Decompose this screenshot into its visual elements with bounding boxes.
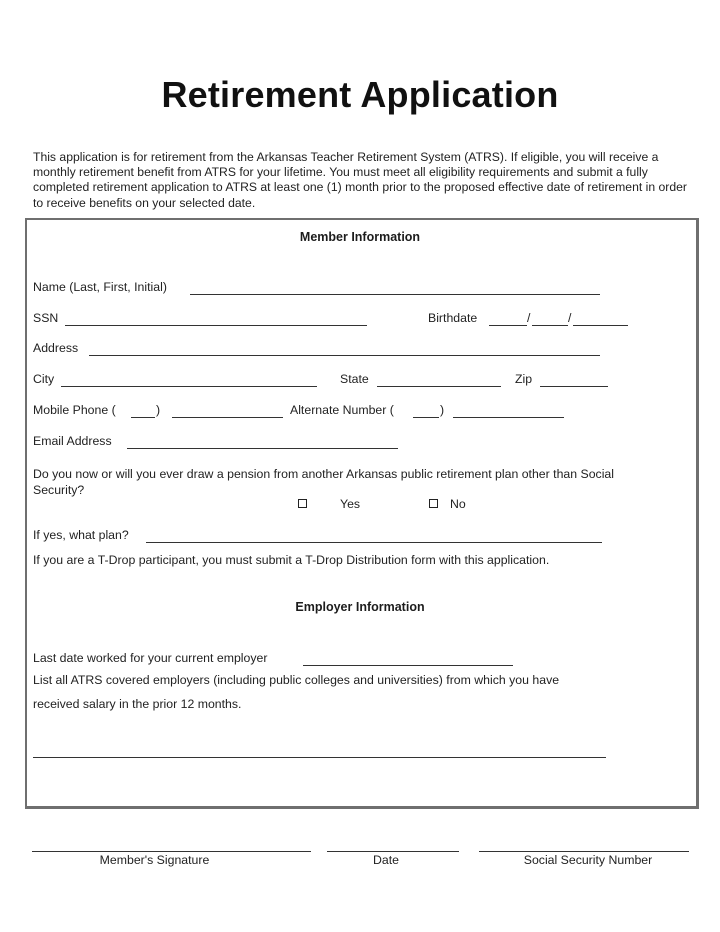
zip-label: Zip — [515, 372, 533, 386]
pension-question: Do you now or will you ever draw a pension from another Arkansas public retirement plan other than Social Security? — [33, 467, 614, 497]
name-field[interactable] — [190, 294, 600, 295]
last-date-field[interactable] — [303, 665, 513, 666]
birthdate-separator: / — [527, 311, 531, 325]
ssn-label: SSN — [33, 311, 59, 325]
ssn-signature-label: Social Security Number — [523, 853, 653, 867]
alternate-number-field[interactable] — [453, 417, 564, 418]
mobile-phone-label: Mobile Phone ( — [33, 403, 116, 417]
address-field[interactable] — [89, 355, 600, 356]
signature-field[interactable] — [32, 851, 311, 852]
alternate-number-paren: ) — [440, 403, 445, 417]
city-field[interactable] — [61, 386, 317, 387]
yes-label: Yes — [340, 497, 361, 511]
mobile-phone-area-code-field[interactable] — [131, 417, 155, 418]
ssn-signature-field[interactable] — [479, 851, 689, 852]
tdrop-note: If you are a T-Drop participant, you must submit a T-Drop Distribution form with this application. — [33, 553, 550, 567]
date-label: Date — [373, 853, 399, 867]
birthdate-year-field[interactable] — [573, 325, 628, 326]
form-box — [25, 218, 699, 809]
member-information-heading: Member Information — [299, 230, 421, 244]
city-label: City — [33, 372, 55, 386]
last-date-label: Last date worked for your current employer — [33, 651, 268, 665]
birthdate-month-field[interactable] — [489, 325, 527, 326]
birthdate-day-field[interactable] — [532, 325, 568, 326]
yes-checkbox[interactable] — [298, 499, 307, 508]
mobile-phone-field[interactable] — [172, 417, 283, 418]
state-label: State — [340, 372, 369, 386]
signature-label: Member's Signature — [99, 853, 210, 867]
page-title: Retirement Application — [161, 74, 559, 115]
no-label: No — [450, 497, 466, 511]
alternate-area-code-field[interactable] — [413, 417, 439, 418]
zip-field[interactable] — [540, 386, 608, 387]
employers-instructions-line1: List all ATRS covered employers (including public colleges and universities) from which you have — [33, 673, 560, 687]
employers-instructions-line2: received salary in the prior 12 months. — [33, 697, 242, 711]
intro-paragraph: This application is for retirement from the Arkansas Teacher Retirement System (ATRS). If eligible, you will receive a monthly retirement benefit from ATRS for your lifetime. You must meet all eligibility requirements and submit a fully completed retirement application to ATRS at least one (1) month prior to the proposed effective date of retirement in order to receive benefits on your selected date. — [33, 150, 687, 210]
employers-list-field[interactable] — [33, 757, 606, 758]
name-label: Name (Last, First, Initial) — [33, 280, 167, 294]
alternate-number-label: Alternate Number ( — [290, 403, 394, 417]
state-field[interactable] — [377, 386, 501, 387]
plan-label: If yes, what plan? — [33, 528, 129, 542]
employer-information-heading: Employer Information — [295, 600, 425, 614]
date-field[interactable] — [327, 851, 459, 852]
address-label: Address — [33, 341, 79, 355]
ssn-field[interactable] — [65, 325, 367, 326]
birthdate-label: Birthdate — [428, 311, 478, 325]
mobile-phone-paren: ) — [156, 403, 161, 417]
email-label: Email Address — [33, 434, 112, 448]
plan-field[interactable] — [146, 542, 602, 543]
birthdate-separator: / — [568, 311, 572, 325]
no-checkbox[interactable] — [429, 499, 438, 508]
email-field[interactable] — [127, 448, 398, 449]
